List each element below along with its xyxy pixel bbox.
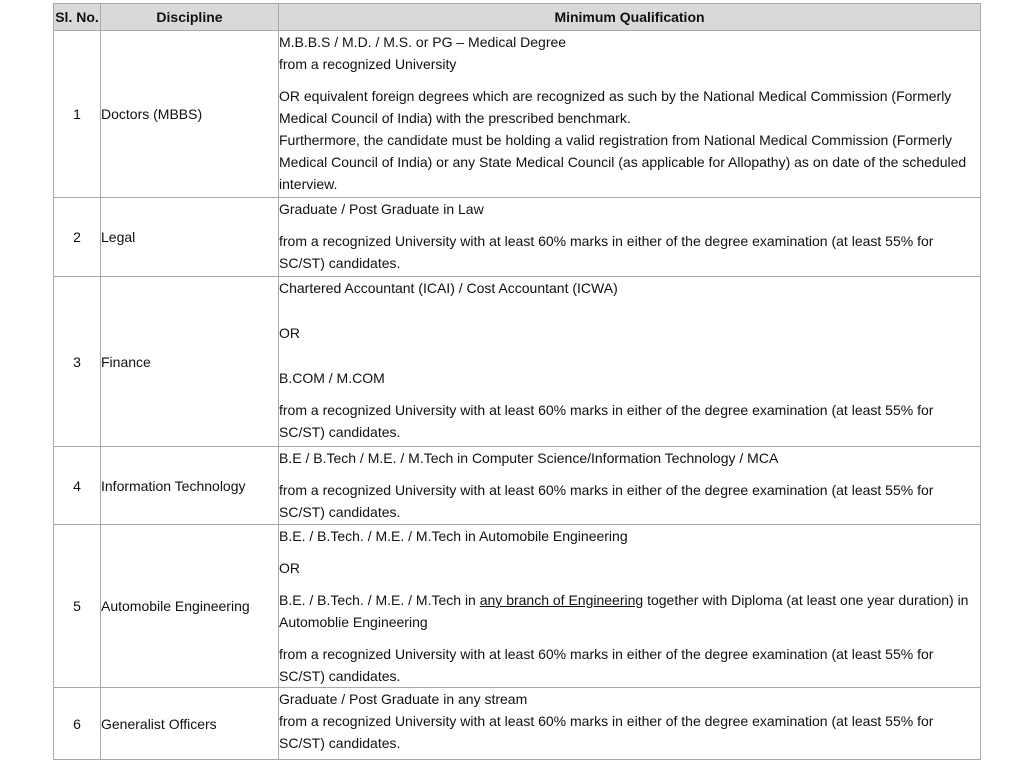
table-row xyxy=(54,525,981,688)
qualification-or: OR xyxy=(279,560,300,576)
spacer xyxy=(279,220,980,230)
discipline-cell: Automobile Engineering xyxy=(101,525,279,688)
qualification-text: OR equivalent foreign degrees which are recognized as such by the National Medical Commission (Formerly Medical Council of India) with the prescribed benchmark. xyxy=(279,88,952,126)
table-row xyxy=(54,198,981,277)
spacer xyxy=(279,633,980,643)
qualification-text: from a recognized University with at least 60% marks in either of the degree examination (at least 55% for SC/ST) candidates. xyxy=(279,646,934,684)
sl-no-cell: 6 xyxy=(54,688,101,760)
qualification-text: Graduate / Post Graduate in Law xyxy=(279,201,484,217)
qualification-text: from a recognized University with at least 60% marks in either of the degree examination (at least 55% for SC/ST) candidates. xyxy=(279,233,934,271)
discipline-cell: Doctors (MBBS) xyxy=(101,31,279,198)
header-row xyxy=(54,4,981,31)
spacer xyxy=(279,547,980,557)
qualification-cell xyxy=(279,447,981,525)
qualification-table xyxy=(53,3,981,760)
qualification-text-part: B.E. / B.Tech. / M.E. / M.Tech in xyxy=(279,592,480,608)
qualification-text: Chartered Accountant (ICAI) / Cost Accountant (ICWA) xyxy=(279,280,618,296)
qualification-text: from a recognized University with at least 60% marks in either of the degree examination (at least 55% for SC/ST) candidates. xyxy=(279,482,934,520)
discipline-cell: Information Technology xyxy=(101,447,279,525)
table-row xyxy=(54,31,981,198)
table-header xyxy=(54,4,981,31)
table-row xyxy=(54,447,981,525)
qualification-text: Furthermore, the candidate must be holding a valid registration from National Medical Commission (Formerly Medical Council of India) or any State Medical Council (as applicable for Allopathy) as on date of the scheduled interview. xyxy=(279,132,967,192)
qualification-cell xyxy=(279,198,981,277)
table-row xyxy=(54,277,981,447)
spacer xyxy=(279,75,980,85)
header-sl-no: Sl. No. xyxy=(54,4,101,31)
qualification-text-part: together with Diploma (at least one year duration) in Automoblie Engineering xyxy=(279,592,969,630)
spacer xyxy=(279,299,980,322)
qualification-or: OR xyxy=(279,325,300,341)
header-minimum-qualification: Minimum Qualification xyxy=(279,4,981,31)
qualification-text: from a recognized University with at least 60% marks in either of the degree examination (at least 55% for SC/ST) candidates. xyxy=(279,402,934,440)
table-body xyxy=(54,31,981,760)
sl-no-cell: 5 xyxy=(54,525,101,688)
qualification-text: M.B.B.S / M.D. / M.S. or PG – Medical Degree xyxy=(279,34,567,50)
qualification-text: B.COM / M.COM xyxy=(279,370,385,386)
sl-no-cell: 1 xyxy=(54,31,101,198)
spacer xyxy=(279,469,980,479)
qualification-text xyxy=(279,589,980,633)
qualification-cell xyxy=(279,277,981,447)
discipline-cell: Finance xyxy=(101,277,279,447)
qualification-cell xyxy=(279,31,981,198)
qualification-text: Graduate / Post Graduate in any stream xyxy=(279,691,528,707)
header-discipline: Discipline xyxy=(101,4,279,31)
qualification-text: B.E / B.Tech / M.E. / M.Tech in Computer Science/Information Technology / MCA xyxy=(279,450,779,466)
qualification-text: from a recognized University xyxy=(279,56,457,72)
table-row xyxy=(54,688,981,760)
discipline-cell: Generalist Officers xyxy=(101,688,279,760)
sl-no-cell: 4 xyxy=(54,447,101,525)
spacer xyxy=(279,579,980,589)
sl-no-cell: 2 xyxy=(54,198,101,277)
spacer xyxy=(279,344,980,367)
spacer xyxy=(279,389,980,399)
qualification-cell xyxy=(279,688,981,760)
qualification-text: B.E. / B.Tech. / M.E. / M.Tech in Automobile Engineering xyxy=(279,528,628,544)
discipline-cell: Legal xyxy=(101,198,279,277)
qualification-cell xyxy=(279,525,981,688)
qualification-text: from a recognized University with at least 60% marks in either of the degree examination (at least 55% for SC/ST) candidates. xyxy=(279,713,934,751)
underlined-text: any branch of Engineering xyxy=(479,592,644,608)
sl-no-cell: 3 xyxy=(54,277,101,447)
